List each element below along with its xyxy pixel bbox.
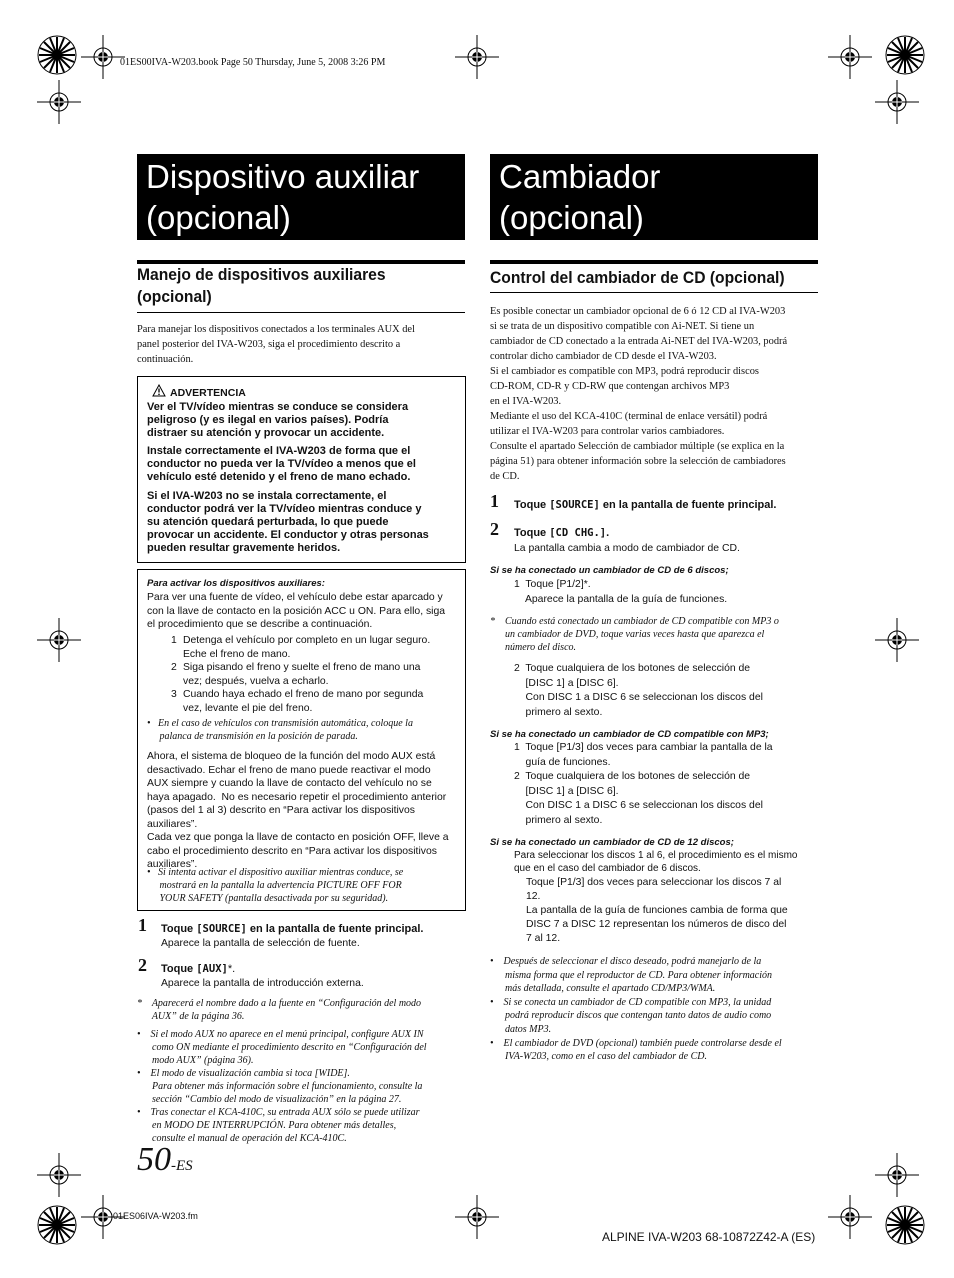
activate-step-number: 2 bbox=[171, 662, 177, 673]
left-banner bbox=[137, 154, 465, 240]
text-line: en el IVA-W203. bbox=[490, 396, 562, 407]
right-step2-desc: La pantalla cambia a modo de cambiador de CD. bbox=[514, 543, 740, 554]
right-section-title: Control del cambiador de CD (opcional) bbox=[490, 268, 785, 287]
left-notes bbox=[137, 997, 427, 1145]
left-step2-number: 2 bbox=[138, 955, 147, 975]
header-meta: 01ES00IVA-W203.book Page 50 Thursday, June 5, 2008 3:26 PM bbox=[120, 57, 386, 68]
aux-key: [AUX] bbox=[196, 963, 228, 975]
warning-paragraph bbox=[147, 490, 429, 555]
crosshair-mark bbox=[37, 618, 81, 662]
crosshair-mark bbox=[828, 35, 872, 79]
step-prefix: Toque bbox=[514, 499, 550, 511]
activate-step-number: 3 bbox=[171, 689, 177, 700]
warning-triangle-icon bbox=[152, 384, 166, 397]
crosshair-mark bbox=[37, 80, 81, 124]
submp3-steps bbox=[514, 741, 773, 828]
text-line: auxiliares”. bbox=[147, 818, 198, 830]
crosshair-mark bbox=[455, 1195, 499, 1239]
submp3-title: Si se ha conectado un cambiador de CD compatible con MP3; bbox=[490, 729, 769, 740]
left-section-title bbox=[137, 264, 450, 308]
text-line: un cambiador de DVD, toque varias veces hasta que aparezca el bbox=[490, 629, 765, 640]
text-line: 12. bbox=[526, 891, 541, 902]
text-line: más detallada, consulte el apartado CD/MP3/WMA. bbox=[490, 983, 716, 995]
activate-note bbox=[147, 717, 413, 743]
text-line: Cada vez que ponga la llave de contacto en posición OFF, lleve a bbox=[147, 832, 449, 843]
cd-chg-key: [CD CHG.] bbox=[549, 527, 607, 539]
left-step1-text bbox=[161, 923, 423, 935]
text-line: cabo el procedimiento descrito en “Para activar los dispositivos bbox=[147, 845, 437, 857]
step-prefix: Toque bbox=[161, 923, 197, 935]
text-line: Aparece la pantalla de la guía de funciones. bbox=[514, 594, 728, 605]
text-line: que en el caso del cambiador de 6 discos. bbox=[514, 863, 701, 874]
text-line: [DISC 1] a [DISC 6]. bbox=[514, 677, 619, 689]
text-line: vehículo esté detenido y el freno de mano echado. bbox=[147, 471, 411, 483]
text-line: mostrará en la pantalla la advertencia PICTURE OFF FOR bbox=[147, 880, 402, 891]
text-line: 2 Toque cualquiera de los botones de selección de bbox=[514, 771, 751, 782]
right-intro bbox=[490, 304, 787, 484]
text-line: peligroso (y es ilegal en varios países). Podría bbox=[147, 414, 389, 426]
text-line: misma forma que el reproductor de CD. Para obtener información bbox=[490, 969, 773, 981]
text-line: de CD. bbox=[490, 471, 520, 482]
activate-title: Para activar los dispositivos auxiliares: bbox=[147, 578, 325, 589]
text-line: panel posterior del IVA-W203, siga el procedimiento descrito a bbox=[137, 339, 401, 350]
text-line: conductor no pueda ver la TV/vídeo a menos que el bbox=[147, 458, 416, 470]
warning-header bbox=[152, 383, 246, 401]
text-line: con la llave de contacto en la posición ACC u ON. Para ello, siga bbox=[147, 605, 446, 617]
text-line: continuación. bbox=[137, 354, 194, 365]
text-line: podrá reproducir discos que contengan tanto datos de audio como bbox=[490, 1010, 772, 1022]
text-line: AUX siempre y cuando la llave de contacto del vehículo no se bbox=[147, 778, 432, 789]
text-line: modo AUX” (página 36). bbox=[137, 1055, 254, 1066]
text-line: AUX” de la página 36. bbox=[137, 1011, 245, 1022]
text-line: CD-ROM, CD-R y CD-RW que contengan archivos MP3 bbox=[490, 381, 730, 392]
sub6-step2 bbox=[514, 662, 763, 720]
starburst-mark bbox=[886, 36, 924, 74]
page-number bbox=[137, 1141, 193, 1179]
sub6-note bbox=[490, 615, 779, 654]
warning-paragraph bbox=[147, 445, 416, 484]
text-line: desactivado. Echar el freno de mano puede reactivar el modo bbox=[147, 764, 431, 776]
text-line: auxiliares”. bbox=[147, 859, 198, 870]
warning-title: ADVERTENCIA bbox=[170, 387, 246, 399]
text-line: 1 Toque [P1/2]*. bbox=[514, 579, 591, 590]
text-line: Si el cambiador es compatible con MP3, podrá reproducir discos bbox=[490, 366, 759, 377]
text-line: Para obtener más información sobre el funcionamiento, consulte la bbox=[137, 1081, 423, 1092]
text-line: • Tras conectar el KCA-410C, su entrada AUX sólo se puede utilizar bbox=[137, 1107, 420, 1118]
right-banner-line: Cambiador bbox=[499, 158, 661, 195]
text-line: Ver el TV/vídeo mientras se conduce se considera bbox=[147, 401, 409, 413]
sub12-title: Si se ha conectado un cambiador de CD de 12 discos; bbox=[490, 837, 734, 848]
step-suffix: *. bbox=[227, 963, 236, 975]
text-line: utilizar el IVA-W203 para controlar varios cambiadores. bbox=[490, 426, 725, 437]
left-banner-line: (opcional) bbox=[146, 199, 291, 236]
text-line: datos MP3. bbox=[490, 1023, 552, 1035]
text-line: • El modo de visualización cambia si toca [WIDE]. bbox=[137, 1068, 350, 1079]
right-banner-line: (opcional) bbox=[499, 199, 644, 236]
text-line: provocar un accidente. El conductor y otras personas bbox=[147, 529, 429, 541]
left-section-title-line: Manejo de dispositivos auxiliares bbox=[137, 265, 386, 284]
text-line: * Cuando está conectado un cambiador de CD compatible con MP3 o bbox=[490, 616, 779, 627]
text-line: número del disco. bbox=[490, 642, 577, 653]
starburst-mark bbox=[38, 1206, 76, 1244]
text-line: guía de funciones. bbox=[514, 756, 611, 768]
text-line: como ON mediante el procedimiento descrito en “Configuración del bbox=[137, 1042, 427, 1053]
step-prefix: Toque bbox=[161, 963, 197, 975]
text-line: Ahora, el sistema de bloqueo de la función del modo AUX está bbox=[147, 751, 436, 762]
text-line: Mediante el uso del KCA-410C (terminal de enlace versátil) podrá bbox=[490, 411, 768, 422]
crosshair-mark bbox=[875, 1153, 919, 1197]
step-suffix: . bbox=[606, 527, 610, 539]
left-step2-desc: Aparece la pantalla de introducción externa. bbox=[161, 978, 364, 989]
left-section-title-line: (opcional) bbox=[137, 287, 212, 306]
left-step1-desc: Aparece la pantalla de selección de fuente. bbox=[161, 938, 360, 949]
left-intro bbox=[137, 322, 415, 367]
text-line: YOUR SAFETY (pantalla desactivada por su seguridad). bbox=[147, 893, 389, 904]
left-step2-text bbox=[161, 963, 235, 975]
sub12-paragraph bbox=[514, 849, 797, 875]
activate-paragraph bbox=[147, 750, 449, 872]
text-line: Si el IVA-W203 no se instala correctamente, el bbox=[147, 490, 387, 502]
text-line: controlar dicho cambiador de CD desde el IVA-W203. bbox=[490, 351, 717, 362]
left-banner-line: Dispositivo auxiliar bbox=[146, 158, 420, 195]
text-line: (pasos del 1 al 3) descrito en “Para activar los dispositivos bbox=[147, 805, 415, 816]
text-line: Con DISC 1 a DISC 6 se seleccionan los discos del bbox=[514, 692, 763, 703]
text-line: • Si se conecta un cambiador de CD compatible con MP3, la unidad bbox=[490, 996, 772, 1008]
right-section-rule bbox=[490, 260, 818, 264]
text-line: vez, levante el pie del freno. bbox=[183, 702, 313, 714]
text-line: sección “Cambio del modo de visualización” en la página 27. bbox=[137, 1094, 402, 1105]
text-line: cambiador de CD conectado a la entrada Ai-NET del IVA-W203, podrá bbox=[490, 336, 788, 347]
crosshair-mark bbox=[875, 80, 919, 124]
text-line: Instale correctamente el IVA-W203 de forma que el bbox=[147, 445, 411, 457]
starburst-mark bbox=[886, 1206, 924, 1244]
text-line: Con DISC 1 a DISC 6 se seleccionan los discos del bbox=[514, 800, 763, 811]
crosshair-mark bbox=[37, 1153, 81, 1197]
right-step1-text bbox=[514, 499, 776, 511]
text-line: • Si el modo AUX no aparece en el menú principal, configure AUX IN bbox=[137, 1029, 424, 1040]
text-line: Consulte el apartado Selección de cambiador múltiple (se explica en la bbox=[490, 441, 785, 452]
text-line: pueden resultar gravemente heridos. bbox=[147, 542, 341, 554]
text-line: • Si intenta activar el dispositivo auxiliar mientras conduce, se bbox=[147, 867, 404, 878]
text-line: Para manejar los dispositivos conectados a los terminales AUX del bbox=[137, 324, 415, 335]
activate-step bbox=[171, 634, 430, 661]
step-suffix: en la pantalla de fuente principal. bbox=[246, 923, 424, 935]
right-step2-text bbox=[514, 527, 609, 539]
text-line: Siga pisando el freno y suelte el freno de mano una bbox=[183, 662, 421, 673]
page-number-suffix: -ES bbox=[171, 1158, 193, 1174]
text-line: si se trata de un dispositivo compatible con Ai-NET. Si tiene un bbox=[490, 321, 755, 332]
text-line: su atención quedará perturbada, lo que puede bbox=[147, 516, 389, 528]
text-line: Detenga el vehículo por completo en un lugar seguro. bbox=[183, 635, 431, 646]
activate-step bbox=[171, 661, 430, 688]
left-step1-number: 1 bbox=[138, 915, 147, 935]
right-banner bbox=[490, 154, 818, 240]
text-line: 2 Toque cualquiera de los botones de selección de bbox=[514, 663, 751, 674]
activate-box bbox=[137, 569, 466, 911]
text-line: 1 Toque [P1/3] dos veces para cambiar la pantalla de la bbox=[514, 742, 773, 753]
text-line: Toque [P1/3] dos veces para seleccionar los discos 7 al bbox=[526, 877, 782, 888]
page-number-value: 50 bbox=[137, 1141, 171, 1178]
text-line: Es posible conectar un cambiador opcional de 6 ó 12 CD al IVA-W203 bbox=[490, 306, 786, 317]
text-line: haya apagado. No es necesario repetir el procedimiento anterior bbox=[147, 791, 447, 803]
crosshair-mark bbox=[828, 1195, 872, 1239]
text-line: palanca de transmisión en la posición de parada. bbox=[147, 731, 358, 742]
text-line: vez; después, vuelva a echarlo. bbox=[183, 675, 329, 687]
text-line: • En el caso de vehículos con transmisión automática, coloque la bbox=[147, 718, 413, 729]
text-line: * Aparecerá el nombre dado a la fuente en “Configuración del modo bbox=[137, 998, 422, 1009]
text-line: [DISC 1] a [DISC 6]. bbox=[514, 785, 619, 797]
text-line: página 51) para obtener información sobre la selección de cambiadores bbox=[490, 456, 786, 467]
text-line: en MODO DE INTERRUPCIÓN. Para obtener más detalles, bbox=[137, 1120, 397, 1131]
crosshair-mark bbox=[875, 618, 919, 662]
source-key: [SOURCE] bbox=[549, 499, 600, 511]
text-line: Para ver una fuente de vídeo, el vehículo debe estar aparcado y bbox=[147, 592, 443, 603]
text-line: consulte el manual de operación del KCA-410C. bbox=[137, 1133, 347, 1144]
crosshair-mark bbox=[81, 35, 125, 79]
text-line: Cuando haya echado el freno de mano por segunda bbox=[183, 689, 424, 700]
starburst-mark bbox=[38, 36, 76, 74]
warning-box bbox=[137, 376, 466, 563]
text-line: IVA-W203, como en el caso del cambiador de CD. bbox=[490, 1051, 707, 1063]
text-line: DISC 7 a DISC 12 representan los números de disco del bbox=[526, 919, 787, 930]
text-line: primero al sexto. bbox=[514, 814, 603, 826]
footer-model: ALPINE IVA-W203 68-10872Z42-A (ES) bbox=[602, 1230, 816, 1244]
text-line: conductor podrá ver la TV/vídeo mientras conduce y bbox=[147, 503, 422, 515]
sub6-title: Si se ha conectado un cambiador de CD de 6 discos; bbox=[490, 565, 729, 576]
text-line: Eche el freno de mano. bbox=[183, 648, 291, 660]
text-line: 7 al 12. bbox=[526, 933, 561, 944]
right-section-underline bbox=[490, 292, 818, 293]
step-suffix: en la pantalla de fuente principal. bbox=[599, 499, 777, 511]
activate-step bbox=[171, 688, 430, 715]
activate-step-number: 1 bbox=[171, 635, 177, 646]
source-key: [SOURCE] bbox=[196, 923, 247, 935]
text-line: • El cambiador de DVD (opcional) también puede controlarse desde el bbox=[490, 1037, 782, 1049]
sub6-step1 bbox=[514, 577, 727, 607]
text-line: Para seleccionar los discos 1 al 6, el procedimiento es el mismo bbox=[514, 850, 798, 861]
text-line: primero al sexto. bbox=[514, 706, 603, 718]
left-section-underline bbox=[137, 312, 465, 313]
right-step1-number: 1 bbox=[490, 491, 499, 511]
activate-note bbox=[147, 866, 403, 905]
warning-paragraph bbox=[147, 401, 408, 440]
text-line: • Después de seleccionar el disco deseado, podrá manejarlo de la bbox=[490, 956, 762, 967]
crosshair-mark bbox=[455, 35, 499, 79]
activate-paragraph bbox=[147, 591, 445, 632]
step-prefix: Toque bbox=[514, 527, 550, 539]
text-line: distraer su atención y provocar un accidente. bbox=[147, 427, 385, 439]
text-line: el procedimiento que se describe a continuación. bbox=[147, 619, 373, 630]
footer-file: 01ES06IVA-W203.fm bbox=[113, 1211, 198, 1221]
sub12-lines bbox=[526, 876, 788, 946]
right-notes bbox=[490, 955, 782, 1064]
right-step2-number: 2 bbox=[490, 519, 499, 539]
activate-steps bbox=[171, 634, 430, 715]
text-line: La pantalla de la guía de funciones cambia de forma que bbox=[526, 905, 788, 916]
